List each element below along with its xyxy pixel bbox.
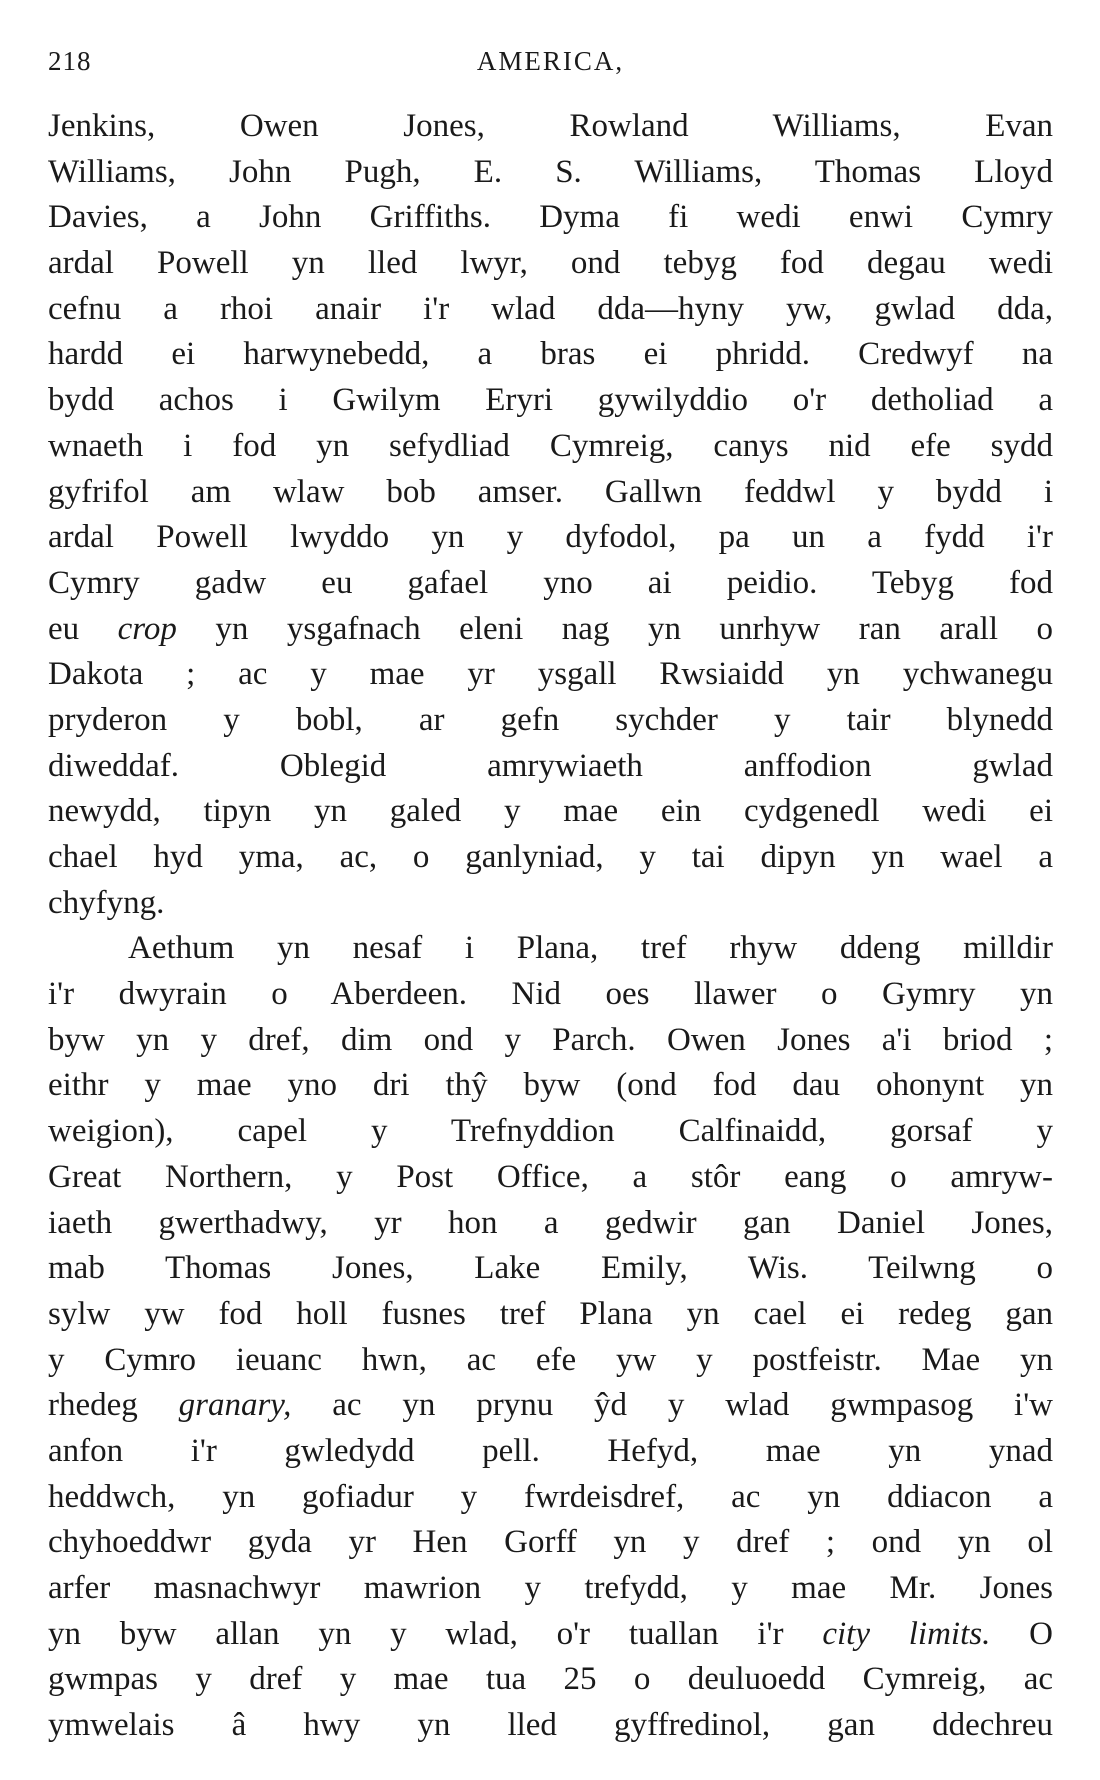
text-line: Cymry gadw eu gafael yno ai peidio. Tebyg fod: [48, 564, 1053, 601]
text-line: iaeth gwerthadwy, yr hon a gedwir gan Daniel Jones,: [48, 1204, 1053, 1241]
text-line: [48, 1383, 1053, 1429]
text-line: bydd achos i Gwilym Eryri gywilyddio o'r detholiad a: [48, 382, 1053, 419]
text-line: Williams, John Pugh, E. S. Williams, Thomas Lloyd: [48, 153, 1053, 190]
text-line: hardd ei harwynebedd, a bras ei phridd. Credwyf na: [48, 336, 1053, 373]
text-line: gyfrifol am wlaw bob amser. Gallwn feddwl y bydd i: [48, 473, 1053, 510]
page-number: 218: [48, 46, 92, 76]
italic-term: granary,: [178, 1387, 292, 1424]
paragraph: [48, 104, 1053, 926]
italic-term: crop: [117, 610, 177, 647]
text-line: newydd, tipyn yn galed y mae ein cydgenedl wedi ei: [48, 793, 1053, 830]
text-segment: rhedeg: [48, 1387, 179, 1424]
text-line: wnaeth i fod yn sefydliad Cymreig, canys nid efe sydd: [48, 427, 1053, 464]
text-line: chael hyd yma, ac, o ganlyniad, y tai dipyn yn wael a: [48, 839, 1053, 875]
running-head: [48, 40, 1053, 90]
text-line: Dakota ; ac y mae yr ysgall Rwsiaidd yn ychwanegu: [48, 656, 1053, 693]
text-line: chyfyng.: [48, 884, 165, 921]
text-line: cefnu a rhoi anair i'r wlad dda—hyny yw, gwlad dda,: [48, 290, 1053, 327]
text-line: sylw yw fod holl fusnes tref Plana yn cael ei redeg gan: [48, 1295, 1053, 1332]
text-line: ardal Powell yn lled lwyr, ond tebyg fod degau wedi: [48, 245, 1053, 282]
text-segment: yn byw allan yn y wlad, o'r tuallan i'r: [48, 1615, 823, 1652]
text-line: byw yn y dref, dim ond y Parch. Owen Jones a'i briod ;: [48, 1021, 1053, 1058]
text-line: ymwelais â hwy yn lled gyffredinol, gan ddechreu: [48, 1707, 1053, 1744]
text-line: Jenkins, Owen Jones, Rowland Williams, Evan: [48, 108, 1053, 144]
text-line: y Cymro ieuanc hwn, ac efe yw y postfeistr. Mae yn: [48, 1341, 1053, 1378]
italic-term: city limits.: [822, 1615, 991, 1652]
text-line: [48, 1612, 1053, 1658]
text-segment: eu: [48, 610, 118, 647]
body-text: [48, 104, 1053, 1749]
text-line: arfer masnachwyr mawrion y trefydd, y mae Mr. Jones: [48, 1570, 1053, 1606]
text-line: mab Thomas Jones, Lake Emily, Wis. Teilwng o: [48, 1250, 1053, 1287]
text-segment: ac yn prynu ŷd y wlad gwmpasog i'w: [291, 1387, 1053, 1424]
text-line: weigion), capel y Trefnyddion Calfinaidd, gorsaf y: [48, 1113, 1053, 1150]
text-line: pryderon y bobl, ar gefn sychder y tair blynedd: [48, 701, 1053, 738]
text-line: Aethum yn nesaf i Plana, tref rhyw ddeng milldir: [128, 930, 1053, 967]
text-line: [48, 607, 1053, 653]
text-line: anfon i'r gwledydd pell. Hefyd, mae yn ynad: [48, 1432, 1053, 1469]
text-line: i'r dwyrain o Aberdeen. Nid oes llawer o Gymry yn: [48, 976, 1053, 1013]
running-title: AMERICA,: [476, 46, 625, 76]
book-page: [48, 40, 1053, 1749]
text-line: diweddaf. Oblegid amrywiaeth anffodion gwlad: [48, 747, 1053, 784]
text-line: Davies, a John Griffiths. Dyma fi wedi enwi Cymry: [48, 199, 1053, 236]
text-segment: O: [990, 1615, 1053, 1652]
text-line: ardal Powell lwyddo yn y dyfodol, pa un a fydd i'r: [48, 519, 1053, 556]
text-segment: yn ysgafnach eleni nag yn unrhyw ran arall o: [176, 610, 1053, 647]
text-line: eithr y mae yno dri thŷ byw (ond fod dau ohonynt yn: [48, 1067, 1053, 1104]
text-line: heddwch, yn gofiadur y fwrdeisdref, ac yn ddiacon a: [48, 1478, 1053, 1515]
text-line: Great Northern, y Post Office, a stôr eang o amryw-: [48, 1158, 1053, 1195]
paragraph: [48, 926, 1053, 1748]
text-line: gwmpas y dref y mae tua 25 o deuluoedd Cymreig, ac: [48, 1661, 1053, 1698]
text-line: chyhoeddwr gyda yr Hen Gorff yn y dref ; ond yn ol: [48, 1524, 1053, 1561]
